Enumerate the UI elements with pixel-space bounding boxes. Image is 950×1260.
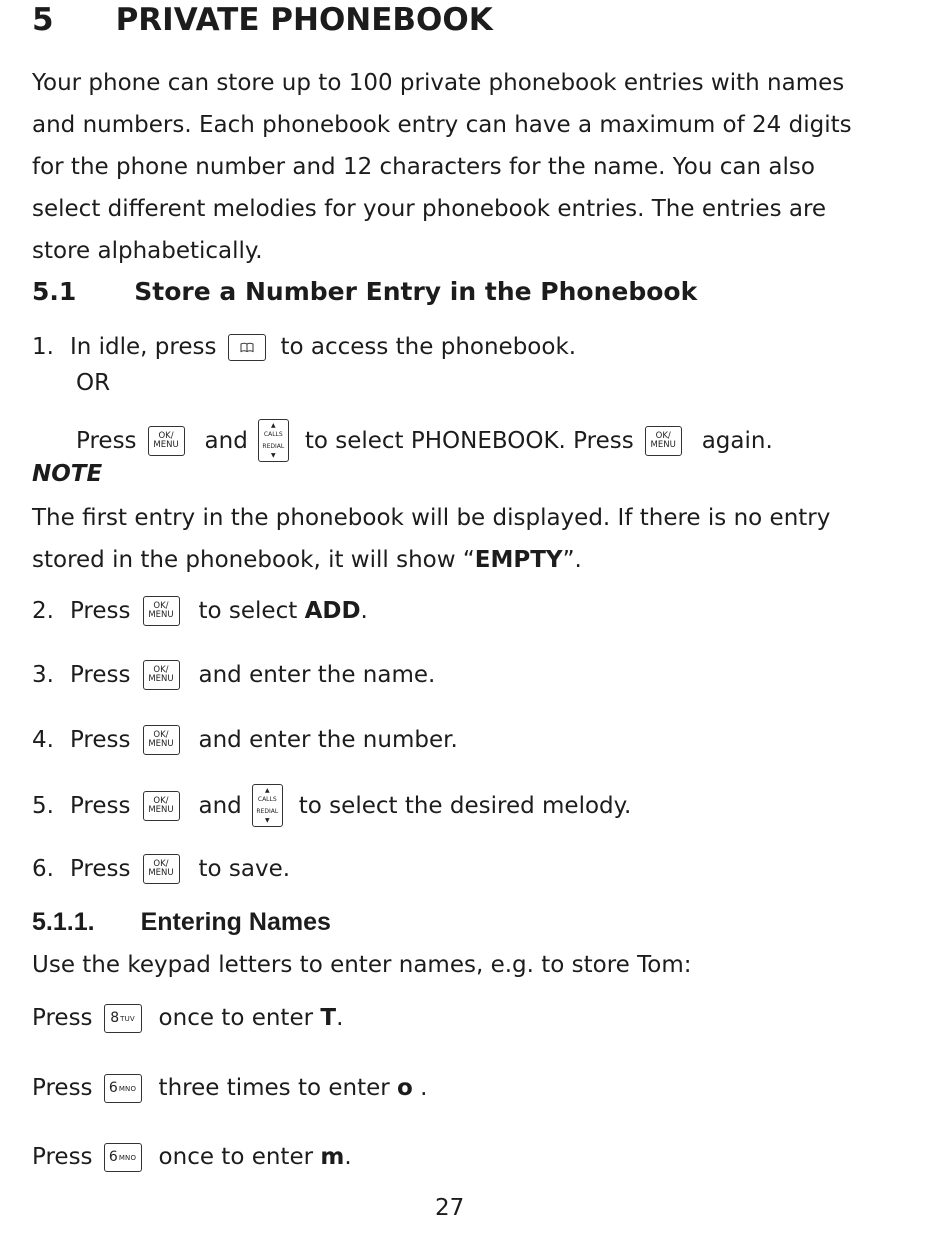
step-1-or: OR (76, 370, 111, 396)
subsection-title: Store a Number Entry in the Phonebook (134, 277, 698, 306)
calls-redial-key-icon: ▲ CALLS REDIAL ▼ (252, 784, 283, 827)
step-text: Press (69, 856, 131, 882)
step-5 (32, 784, 631, 827)
step-text: and enter the number. (198, 727, 458, 753)
key-6-icon: 6 MNO (104, 1143, 142, 1172)
page-number: 27 (435, 1195, 465, 1221)
subsection-number: 5.1 (32, 277, 77, 306)
step-text: In idle, press (69, 334, 217, 360)
enter-m-line (32, 1137, 352, 1177)
step-number: 1. (32, 334, 54, 360)
key-8-icon: 8 TUV (104, 1004, 142, 1033)
section-number: 5 (32, 2, 54, 38)
step-2 (32, 591, 368, 631)
step-text: to select the desired melody. (298, 792, 632, 819)
step-1 (32, 327, 576, 367)
section-intro: Your phone can store up to 100 private phonebook entries with names and numbers. Each phonebook entry can have a maximum of 24 digits for the phone number and 12 characters for the name. You can also select different melodies for your phonebook entries. The entries are store alphabetically. (32, 70, 852, 264)
step-text: Press (69, 598, 131, 624)
ok-menu-key-icon: OK/ MENU (645, 426, 682, 456)
step-text: Press (69, 662, 131, 688)
step-text: and (204, 427, 248, 454)
section-title: PRIVATE PHONEBOOK (115, 2, 493, 38)
step-1-alt (76, 419, 773, 462)
step-number: 3. (32, 662, 54, 688)
book-icon (240, 342, 254, 353)
step-text: three times to enter o . (158, 1075, 428, 1101)
step-text: Press (32, 1075, 93, 1101)
step-text: to select PHONEBOOK. Press (304, 427, 634, 454)
step-number: 2. (32, 598, 54, 624)
step-text: to save. (198, 856, 291, 882)
calls-redial-key-icon: ▲ CALLS REDIAL ▼ (258, 419, 289, 462)
entering-names-intro: Use the keypad letters to enter names, e.g. to store Tom: (32, 952, 692, 978)
step-text: again. (701, 427, 773, 454)
step-number: 6. (32, 856, 54, 882)
step-text: and enter the name. (198, 662, 436, 688)
subsubsection-heading (32, 908, 331, 937)
subsubsection-number: 5.1.1. (32, 908, 95, 936)
step-text: Press (32, 1005, 93, 1031)
note-text: The first entry in the phonebook will be displayed. If there is no entry stored in the phonebook, it will show “EMPTY”. (32, 505, 831, 573)
step-3 (32, 655, 435, 695)
ok-menu-key-icon: OK/ MENU (143, 725, 180, 755)
key-6-icon: 6 MNO (104, 1074, 142, 1103)
ok-menu-key-icon: OK/ MENU (143, 791, 180, 821)
step-text: Press (69, 792, 131, 819)
step-text: to select ADD. (198, 598, 368, 624)
enter-o-line (32, 1068, 427, 1108)
step-text: once to enter T. (158, 1005, 344, 1031)
step-text: Press (32, 1144, 93, 1170)
phonebook-key-icon (228, 334, 266, 361)
step-number: 4. (32, 727, 54, 753)
section-heading (32, 2, 493, 38)
step-number: 5. (32, 792, 54, 819)
ok-menu-key-icon: OK/ MENU (143, 596, 180, 626)
ok-menu-key-icon: OK/ MENU (143, 660, 180, 690)
step-text: Press (76, 427, 137, 454)
step-text: Press (69, 727, 131, 753)
step-4 (32, 720, 458, 760)
step-6 (32, 849, 290, 889)
step-text: once to enter m. (158, 1144, 352, 1170)
step-text: and (198, 792, 242, 819)
empty-label: EMPTY (474, 547, 563, 573)
step-text: to access the phonebook. (280, 334, 577, 360)
subsubsection-title: Entering Names (140, 908, 331, 936)
subsection-heading (32, 277, 697, 306)
note-label: NOTE (32, 461, 103, 487)
ok-menu-key-icon: OK/ MENU (148, 426, 185, 456)
enter-t-line (32, 998, 343, 1038)
ok-menu-key-icon: OK/ MENU (143, 854, 180, 884)
